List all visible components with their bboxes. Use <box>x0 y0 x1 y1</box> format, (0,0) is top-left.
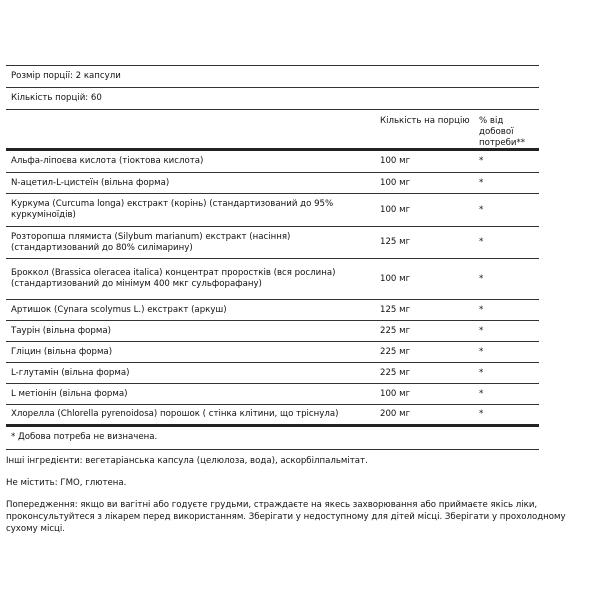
table-row <box>6 173 539 194</box>
ingredient-name: Куркума (Curcuma longa) екстракт (корінь) (стандартизований до 95% куркуміноїдів) <box>11 199 334 220</box>
ingredient-amount: 200 мг <box>380 409 411 419</box>
ingredient-name: Таурін (вільна форма) <box>11 325 111 336</box>
ingredient-name: Броккол (Brassica oleracea italica) концентрат проростків (вся рослина) (стандартизований до мінімум 400 мкг сульфорафану) <box>11 268 336 289</box>
ingredient-dv: * <box>479 204 484 215</box>
ingredient-amount: 100 мг <box>380 204 411 215</box>
table-row <box>6 321 539 342</box>
table-row <box>6 300 539 321</box>
ingredient-dv: * <box>479 304 484 315</box>
servings-per-container: Кількість порцій: 60 <box>11 93 102 103</box>
ingredient-dv: * <box>479 346 484 357</box>
warning: Попередження: якщо ви вагітні або годуєте грудьми, страждаєте на якесь захворювання або приймаєте якісь ліки, проконсультуйтеся з лікарем перед використанням. Зберігати у недоступному для дітей місці. Зберігати у прохолодному сухому місці. <box>6 500 566 534</box>
table-header-row <box>6 110 539 151</box>
daily-value-header: % від добової потреби** <box>479 116 526 148</box>
ingredient-name: L-глутамін (вільна форма) <box>11 367 130 378</box>
ingredient-amount: 225 мг <box>380 367 411 378</box>
serving-size-row <box>6 66 539 88</box>
table-row <box>6 342 539 363</box>
table-row <box>6 259 539 300</box>
divider <box>6 449 539 450</box>
supplement-facts-panel <box>6 65 539 449</box>
amount-header: Кількість на порцію <box>380 116 470 126</box>
ingredient-amount: 225 мг <box>380 346 411 357</box>
ingredient-amount: 100 мг <box>380 156 411 166</box>
ingredient-dv: * <box>479 367 484 378</box>
footnote-row <box>6 427 539 449</box>
ingredient-amount: 100 мг <box>380 388 411 399</box>
ingredient-amount: 125 мг <box>380 237 411 247</box>
ingredient-name: Гліцин (вільна форма) <box>11 346 113 357</box>
ingredient-dv: * <box>479 156 484 166</box>
ingredient-dv: * <box>479 325 484 336</box>
ingredient-name: N-ацетил-L-цистеїн (вільна форма) <box>11 177 170 188</box>
ingredient-dv: * <box>479 273 484 284</box>
ingredient-dv: * <box>479 388 484 399</box>
servings-per-container-row <box>6 88 539 110</box>
ingredient-name: Хлорелла (Chlorella pyrenoidosa) порошок ( стінка клітини, що тріснула) <box>11 409 339 419</box>
ingredient-dv: * <box>479 177 484 188</box>
table-row <box>6 151 539 173</box>
ingredient-amount: 125 мг <box>380 304 411 315</box>
table-row <box>6 384 539 405</box>
ingredient-name: Альфа-ліпоєва кислота (тіоктова кислота) <box>11 156 204 166</box>
ingredient-name: Артишок (Cynara scolymus L.) екстракт (аркуш) <box>11 304 227 315</box>
serving-size: Розмір порції: 2 капсули <box>11 71 121 81</box>
footnote: * Добова потреба не визначена. <box>11 432 158 442</box>
ingredient-amount: 100 мг <box>380 177 411 188</box>
table-row <box>6 194 539 227</box>
ingredient-dv: * <box>479 237 484 247</box>
ingredient-dv: * <box>479 409 484 419</box>
table-row <box>6 363 539 384</box>
ingredient-name: L метіонін (вільна форма) <box>11 388 128 399</box>
ingredient-amount: 100 мг <box>380 273 411 284</box>
table-row <box>6 227 539 259</box>
free-of: Не містить: ГМО, глютена. <box>6 478 127 488</box>
table-row <box>6 405 539 427</box>
ingredient-amount: 225 мг <box>380 325 411 336</box>
ingredient-name: Розторопша плямиста (Silybum marianum) екстракт (насіння) (стандартизований до 80% силімарину) <box>11 231 291 253</box>
other-ingredients: Інші інгредієнти: вегетаріанська капсула (целюлоза, вода), аскорбілпальмітат. <box>6 456 368 466</box>
